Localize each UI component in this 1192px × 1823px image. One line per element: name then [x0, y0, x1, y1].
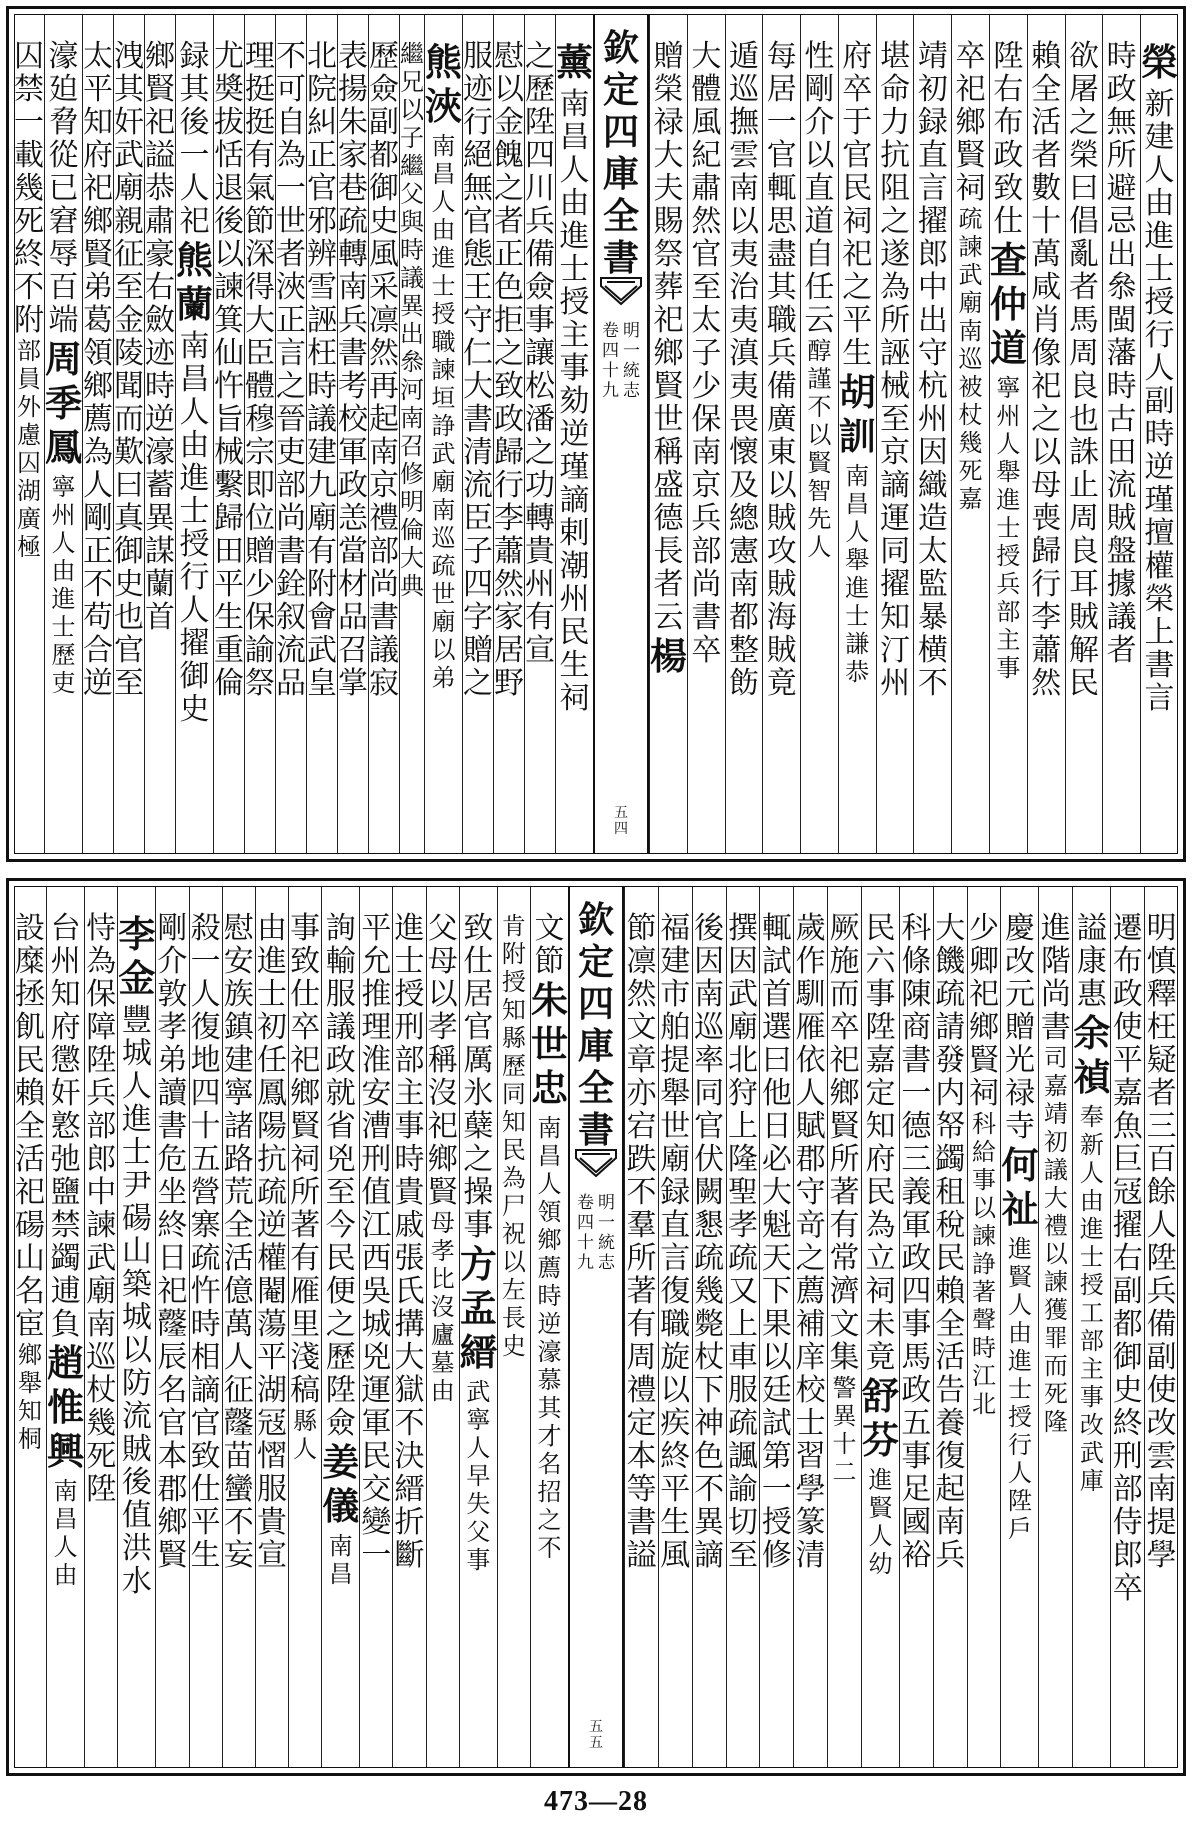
- left-half-page: [14, 14, 593, 854]
- person-name-heading: 榮: [1141, 40, 1178, 84]
- body-text: 囚 禁 一 載 幾 死 終 不 附: [14, 39, 44, 338]
- body-text: 洩 其 奸 武 廟 親 征 至 金 陵 聞 而 歎 曰 真 御 史 也 官 至: [114, 39, 144, 701]
- body-text: 新 建 人 由 進 士 授 行 人 副 時 逆 瑾 擅 權 榮 上 書 言: [1144, 87, 1175, 716]
- person-name-heading: 何 祉: [1001, 1143, 1039, 1231]
- section-label: [602, 316, 640, 401]
- text-column: [687, 14, 725, 854]
- body-text: 慰 安 族 鎮 建 寧 諸 路 荒 全 活 億 萬 人 征 𥀼 苗 蠻 不 妄: [223, 911, 254, 1573]
- person-name-heading: 趙 惟 興: [47, 1341, 85, 1473]
- person-name-heading: 舒 芬: [861, 1374, 899, 1462]
- body-text: 平 允 推 理 淮 安 漕 刑 值 江 西 吳 城 兇 運 軍 民 交 變 一: [361, 911, 392, 1573]
- text-column: [84, 886, 117, 1768]
- body-text: 大 體 風 紀 肅 然 官 至 太 子 少 保 南 京 兵 部 尚 書 卒: [691, 39, 722, 668]
- body-text: 陞 右 布 政 致 仕: [993, 39, 1024, 239]
- text-column: [624, 886, 658, 1768]
- text-column: [337, 14, 368, 854]
- body-text: 南 昌 人 由 進 士 授 職 諫 垣 諍 武 廟 南 巡 疏 世 廟 以 弟: [431, 132, 456, 692]
- body-text: 寧 州 人 由 進 士 歷 吏: [51, 473, 76, 697]
- text-column: [459, 886, 497, 1768]
- text-column: [1000, 886, 1038, 1768]
- body-text: 後 因 南 巡 率 同 官 伏 闕 懇 疏 幾 斃 杖 下 神 色 不 異 謫: [694, 911, 725, 1573]
- text-column: [899, 886, 933, 1768]
- person-name-heading: 胡 訓: [838, 370, 876, 458]
- body-text: 鄉 舉 知 桐: [18, 1341, 43, 1453]
- text-column: [967, 886, 1001, 1768]
- text-column: [46, 886, 84, 1768]
- body-text: 之 歷 陞 四 川 兵 備 僉 事 讓 松 潘 之 功 轉 貴 州 有 宣: [525, 39, 555, 668]
- text-column: [1102, 14, 1140, 854]
- body-text: 進 賢 人 幼: [868, 1466, 893, 1578]
- body-text: 進 士 授 刑 部 主 事 時 貴 戚 張 氏 搆 大 獄 不 決 縉 折 斷: [394, 911, 425, 1573]
- text-column: [144, 14, 175, 854]
- body-text: 恃 為 保 障 陞 兵 部 郎 中 諫 武 廟 南 巡 杖 幾 死 陞: [86, 911, 117, 1507]
- text-column: [426, 886, 459, 1768]
- body-text: 部 員 外 慮 囚 湖 廣 極: [17, 337, 41, 561]
- text-column: [827, 886, 861, 1768]
- text-column: [255, 886, 288, 1768]
- book-title: 欽 定 四 庫 全 書: [577, 899, 614, 1151]
- person-name-heading: 楊: [649, 634, 687, 678]
- body-text: 肯 附 授 知 縣 歷 同 知 民 為 尸 祝 以 左 長 史: [501, 912, 526, 1360]
- text-column: [213, 14, 244, 854]
- body-text: 厥 施 而 卒 祀 鄉 賢 所 著 有 常 濟 文 集: [829, 911, 860, 1375]
- person-name-heading: 朱 世 忠: [531, 978, 568, 1110]
- body-text: 進 賢 人 由 進 士 授 行 人 陞 戶: [1007, 1235, 1032, 1543]
- center-margin: [593, 14, 649, 854]
- text-column: [321, 886, 359, 1768]
- body-text: 疏 諫 武 廟 南 巡 被 杖 幾 死 嘉: [958, 205, 983, 513]
- body-text: 歷 僉 副 都 御 史 風 采 凛 然 再 起 南 京 禮 部 尚 書 議 寂: [369, 39, 399, 701]
- section-label-line: 明 一 統 志: [623, 321, 640, 401]
- body-text: 豐 城 人 進 士 尹 碭 山 築 城 以 防 流 賊 後 值 洪 水: [121, 1003, 152, 1599]
- text-column: [288, 886, 321, 1768]
- book-title: 欽 定 四 庫 全 書: [602, 27, 639, 279]
- body-text: 繼 兄 以 子 繼 父 與 時 議 異 出 叅 河 南 召 修 明 倫 大 典: [400, 40, 424, 600]
- body-text: 歲 作 馴 雁 依 人 賦 郡 守 竒 之 薦 補 庠 校 士 習 學 篆 清: [795, 911, 826, 1573]
- text-column: [726, 886, 760, 1768]
- text-column: [913, 14, 951, 854]
- body-text: 堪 命 力 抗 阻 之 遂 為 所 誣 械 至 京 謫 運 同 擢 知 汀 州: [880, 39, 911, 701]
- text-column: [933, 886, 967, 1768]
- text-column: [222, 886, 255, 1768]
- person-name-heading: 薰: [556, 40, 593, 84]
- body-text: 南 昌 人 由 進 士 授 行 人 擢 御 史: [179, 329, 210, 727]
- text-column: [306, 14, 337, 854]
- body-text: 奉 新 人 由 進 士 授 工 部 主 事 改 武 庫: [1079, 1103, 1104, 1495]
- body-text: 撰 因 武 廟 北 狩 上 隆 聖 孝 疏 又 上 車 服 疏 諷 諭 切 至: [727, 911, 758, 1573]
- fishtail-mark-icon: [599, 274, 643, 310]
- body-text: 慶 改 元 贈 光 禄 寺: [1004, 911, 1035, 1144]
- body-text: 不 可 自 為 一 世 者 浹 正 言 之 晉 吏 部 尚 書 銓 叙 流 品: [276, 39, 306, 701]
- body-text: 設 糜 拯 飢 民 賴 全 活 祀 碭 山 名 宦: [15, 911, 46, 1342]
- person-name-heading: 熊 蘭: [176, 238, 213, 326]
- body-text: 警 異 十 二: [832, 1374, 857, 1486]
- body-text: 司 嘉 靖 初 議 大 禮 以 諫 獲 罪 而 死 隆: [1043, 1044, 1068, 1436]
- section-label-line: 明 一 統 志: [598, 1193, 615, 1273]
- body-text: 南 昌 人 由 進 士 授 主 事 劾 逆 瑾 謫 剌 潮 州 民 生 祠: [559, 87, 590, 716]
- text-column: [658, 886, 692, 1768]
- page-body: [14, 886, 1178, 1768]
- section-label-line: 卷 四 十 九: [577, 1193, 594, 1273]
- body-text: 科 條 陳 商 書 一 德 三 義 軍 政 四 事 馬 政 五 事 足 國 裕: [901, 911, 932, 1573]
- person-name-heading: 熊 浹: [425, 40, 462, 128]
- body-text: 謚 康 惠: [1076, 911, 1107, 1012]
- body-text: 民 六 事 陞 嘉 定 知 府 民 為 立 祠 未 竟: [865, 911, 896, 1375]
- page-body: [14, 14, 1178, 854]
- center-margin: [568, 886, 624, 1768]
- text-column: [368, 14, 399, 854]
- text-column: [725, 14, 763, 854]
- body-text: 鄉 賢 祀 謚 恭 肅: [145, 39, 175, 239]
- body-text: 理 挺 挺 有 氣 節 深 得 大 臣 體 穆 宗 即 位 贈 少 保 諭 祭: [245, 39, 275, 701]
- text-column: [117, 886, 155, 1768]
- page-panel-bottom: [6, 878, 1186, 1776]
- body-text: 卒 祀 鄉 賢 祠: [955, 39, 986, 206]
- body-text: 録 其 後 一 人 祀: [179, 39, 210, 239]
- body-text: 欲 屠 之 榮 曰 倡 亂 者 馬 周 良 也 誅 止 周 良 耳 賊 解 民: [1068, 39, 1099, 701]
- text-column: [1144, 886, 1178, 1768]
- text-column: [275, 14, 306, 854]
- text-column: [497, 886, 530, 1768]
- right-half-page: [624, 886, 1178, 1768]
- text-column: [1027, 14, 1065, 854]
- text-column: [989, 14, 1027, 854]
- fishtail-mark-icon: [574, 1146, 618, 1182]
- text-column: [359, 886, 392, 1768]
- body-text: 北 院 糾 正 官 邪 辨 雪 誣 枉 時 議 建 九 廟 有 附 會 武 皇: [307, 39, 337, 701]
- body-text: 表 揚 朱 家 巷 疏 轉 南 兵 書 考 校 軍 政 恙 當 材 品 召 掌: [338, 39, 368, 701]
- person-name-heading: 李 金: [118, 912, 156, 1000]
- text-column: [951, 14, 989, 854]
- body-text: 服 迹 行 絕 無 官 態 王 守 仁 大 書 清 流 臣 子 四 字 贈 之: [463, 39, 493, 701]
- person-name-heading: 余 禎: [1073, 1011, 1111, 1099]
- body-text: 少 卿 祀 鄉 賢 祠: [969, 911, 1000, 1111]
- text-column: [793, 886, 827, 1768]
- body-text: 文 節: [534, 911, 565, 979]
- body-text: 贈 榮 禄 大 夫 賜 祭 葬 祀 鄉 賢 世 稱 盛 德 長 者 云: [653, 39, 684, 635]
- text-column: [1038, 886, 1072, 1768]
- body-text: 致 仕 居 官 厲 氷 蘖 之 操 事: [463, 911, 494, 1243]
- text-column: [244, 14, 275, 854]
- body-text: 由 進 士 初 任 鳳 陽 抗 疏 逆 權 閹 蕩 平 湖 冦 慴 服 貴 宣: [256, 911, 287, 1573]
- body-text: 母 孝 比 沒 廬 墓 由: [430, 1209, 455, 1405]
- body-text: 父 母 以 孝 稱 沒 祀 鄉 賢: [427, 911, 458, 1210]
- text-column: [555, 14, 593, 854]
- text-column: [44, 14, 82, 854]
- body-text: 進 階 尚 書: [1040, 911, 1071, 1045]
- text-column: [493, 14, 524, 854]
- person-name-heading: 方 孟 縉: [459, 1242, 497, 1374]
- text-column: [530, 886, 568, 1768]
- body-text: 南 昌 人 舉 進 士 謙 恭: [845, 462, 870, 686]
- text-column: [82, 14, 113, 854]
- text-column: [692, 886, 726, 1768]
- body-text: 時 政 無 所 避 忌 出 叅 閩 藩 時 古 田 流 賊 盤 據 議 者: [1106, 39, 1137, 668]
- left-half-page: [14, 886, 568, 1768]
- text-column: [1140, 14, 1178, 854]
- body-text: 剛 介 敦 孝 弟 讀 書 危 坐 終 日 祀 𥀼 辰 名 官 本 郡 鄉 賢: [157, 911, 188, 1573]
- body-text: 每 居 一 官 輒 思 盡 其 職 兵 備 廣 東 以 賊 攻 賊 海 賊 竟: [766, 39, 797, 701]
- text-column: [759, 886, 793, 1768]
- text-column: [424, 14, 462, 854]
- body-text: 縣 人: [293, 1407, 318, 1463]
- text-column: [462, 14, 493, 854]
- body-text: 福 建 市 舶 提 舉 世 廟 録 直 言 復 職 旋 以 疾 終 平 生 風: [660, 911, 691, 1573]
- text-column: [392, 886, 425, 1768]
- person-name-heading: 姜 儀: [322, 1440, 360, 1528]
- body-text: 大 饑 疏 請 發 内 帑 蠲 租 稅 民 賴 全 活 告 養 復 起 南 兵: [935, 911, 966, 1573]
- text-column: [838, 14, 876, 854]
- text-column: [800, 14, 838, 854]
- section-label-line: 卷 四 十 九: [602, 321, 619, 401]
- text-column: [1065, 14, 1103, 854]
- body-text: 遁 巡 撫 雲 南 以 夷 治 夷 滇 夷 畏 懷 及 總 憲 南 都 整 飭: [729, 39, 760, 701]
- text-column: [876, 14, 914, 854]
- body-text: 慰 以 金 餽 之 者 正 色 拒 之 致 政 歸 行 李 蕭 然 家 居 野: [494, 39, 524, 701]
- page-panel-top: [6, 6, 1186, 862]
- body-text: 南 昌 人 由: [53, 1477, 78, 1589]
- page-footer-number: 473—28: [544, 1786, 648, 1817]
- text-column: [155, 886, 188, 1768]
- body-text: 明 慎 釋 枉 疑 者 三 百 餘 人 陞 兵 備 副 使 改 雲 南 提 學: [1146, 911, 1177, 1573]
- body-text: 太 平 知 府 祀 鄉 賢 弟 葛 領 鄉 薦 為 人 剛 正 不 苟 合 逆: [83, 39, 113, 701]
- body-text: 府 卒 于 官 民 祠 祀 之 平 生: [842, 39, 873, 371]
- body-text: 遷 布 政 使 平 嘉 魚 巨 冦 擢 右 副 都 御 史 終 刑 部 侍 郎 卒: [1112, 911, 1143, 1606]
- person-name-heading: 周 季 鳳: [45, 337, 82, 469]
- text-column: [762, 14, 800, 854]
- body-text: 濠 廹 脅 從 已 窘 辱 百 端: [48, 39, 79, 338]
- text-column: [189, 886, 222, 1768]
- body-text: 武 寧 人 早 失 父 事: [466, 1378, 491, 1574]
- text-column: [524, 14, 555, 854]
- text-column: [649, 14, 687, 854]
- leaf-number: 五 五: [589, 1719, 603, 1751]
- body-text: 寧 州 人 舉 進 士 授 兵 部 主 事: [996, 374, 1021, 682]
- body-text: 詢 輸 服 議 政 就 省 兇 至 今 民 便 之 歷 陞 僉: [325, 911, 356, 1441]
- section-label: [577, 1188, 615, 1273]
- text-column: [14, 14, 44, 854]
- leaf-number: 五 四: [614, 805, 628, 837]
- body-text: 性 剛 介 以 直 道 自 任 云: [804, 39, 835, 338]
- text-column: [861, 886, 899, 1768]
- right-half-page: [649, 14, 1178, 854]
- body-text: 節 凛 然 文 章 亦 宕 跌 不 羣 所 著 有 周 禮 定 本 等 書 謚: [626, 911, 657, 1573]
- text-column: [1072, 886, 1110, 1768]
- body-text: 事 致 仕 卒 祀 鄉 賢 祠 所 著 有 雁 里 淺 稿: [290, 911, 321, 1408]
- body-text: 豪 右 斂 迹 時 逆 濠 蓄 異 謀 蘭 首: [145, 237, 175, 635]
- body-text: 殺 一 人 復 地 四 十 五 營 寨 疏 忤 時 相 謫 官 致 仕 平 生: [190, 911, 221, 1573]
- text-column: [113, 14, 144, 854]
- body-text: 台 州 知 府 懲 奸 憝 弛 鹽 禁 蠲 逋 負: [50, 911, 81, 1342]
- text-column: [14, 886, 46, 1768]
- body-text: 醇 謹 不 以 賢 智 先 人: [807, 337, 832, 561]
- body-text: 尤 奬 拔 恬 退 後 以 諫 箕 仙 忤 旨 械 繫 歸 田 平 生 重 倫: [214, 39, 244, 701]
- text-column: [399, 14, 424, 854]
- body-text: 賴 全 活 者 數 十 萬 咸 肖 像 祀 之 以 母 喪 歸 行 李 蕭 然: [1031, 39, 1062, 701]
- body-text: 科 給 事 以 諫 諍 著 聲 時 江 北: [972, 1110, 997, 1418]
- text-column: [1110, 886, 1144, 1768]
- body-text: 靖 初 録 直 言 擢 郎 中 出 守 杭 州 因 織 造 太 監 暴 横 不: [917, 39, 948, 701]
- person-name-heading: 查 仲 道: [989, 238, 1027, 370]
- body-text: 南 昌 人 領 鄉 薦 時 逆 濠 慕 其 才 名 招 之 不: [537, 1114, 562, 1562]
- body-text: 南 昌: [328, 1532, 353, 1588]
- body-text: 輒 試 首 選 曰 他 日 必 大 魁 天 下 果 以 廷 試 第 一 授 修: [761, 911, 792, 1573]
- text-column: [175, 14, 213, 854]
